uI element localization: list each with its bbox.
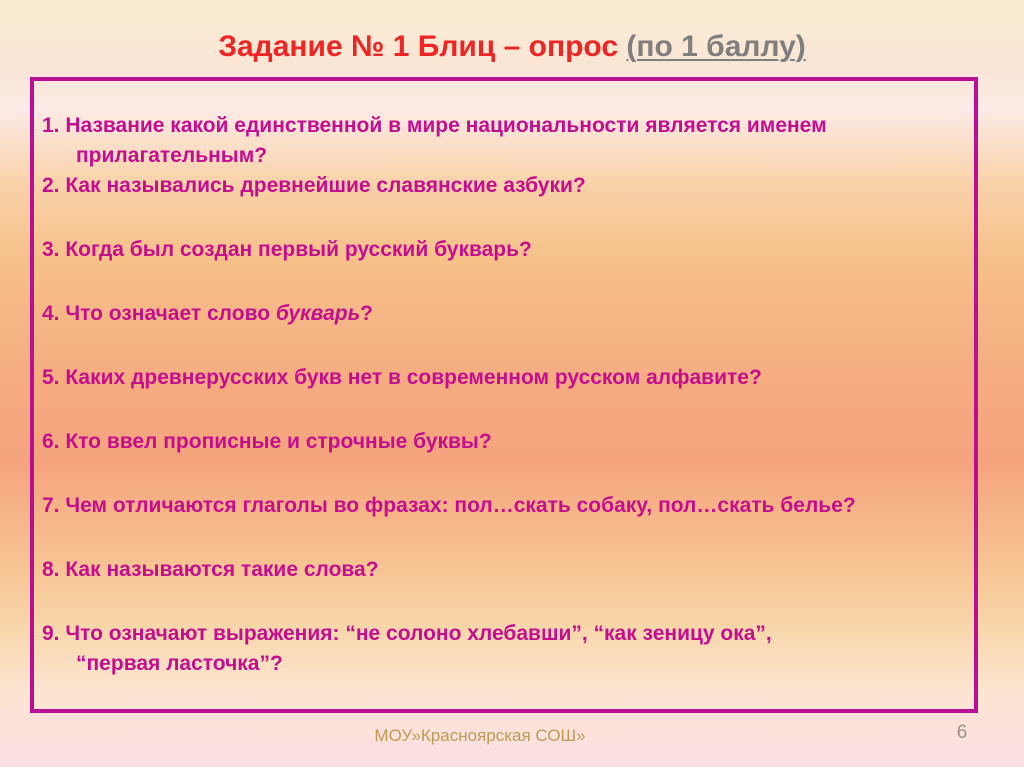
question-4-suffix: ?: [360, 302, 373, 325]
question-4: [42, 299, 964, 329]
footer-school-name: МОУ»Красноярская СОШ»: [374, 726, 586, 745]
question-3: 3. Когда был создан первый русский букварь?: [42, 238, 532, 261]
question-6: 6. Кто ввел прописные и строчные буквы?: [42, 430, 492, 453]
question-5: 5. Каких древнерусских букв нет в современном русском алфавите?: [42, 366, 762, 389]
slide-title-main: Задание № 1 Блиц – опрос: [218, 30, 627, 63]
question-9: [42, 619, 964, 679]
question-9-line-2: “первая ласточка”?: [76, 652, 283, 675]
question-1-line-1: 1. Название какой единственной в мире национальности является именем: [42, 114, 827, 137]
question-7: 7. Чем отличаются глаголы во фразах: пол…скать собаку, пол…скать белье?: [42, 494, 856, 517]
page-number: 6: [956, 722, 968, 743]
question-2: 2. Как назывались древнейшие славянские азбуки?: [42, 174, 586, 197]
question-9-line-1: 9. Что означают выражения: “не солоно хлебавши”, “как зеницу ока”,: [42, 622, 772, 645]
question-1: [42, 111, 964, 171]
question-4-prefix: 4. Что означает слово: [42, 302, 276, 325]
question-1-line-2: прилагательным?: [76, 144, 268, 167]
slide-title: [0, 30, 1024, 64]
question-8: 8. Как называются такие слова?: [42, 558, 379, 581]
questions-box: [30, 77, 978, 713]
question-4-italic-word: букварь: [275, 302, 361, 325]
slide-title-points: (по 1 баллу): [626, 30, 806, 63]
